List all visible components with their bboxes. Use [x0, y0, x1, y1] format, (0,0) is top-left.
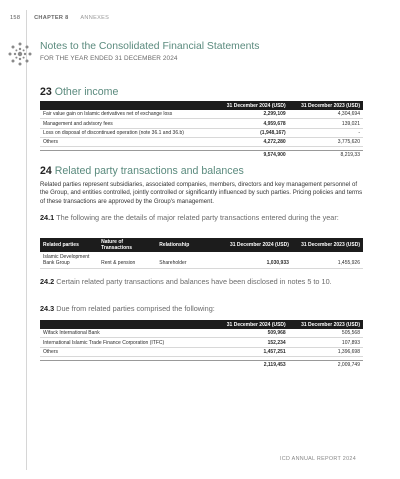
value-2023: - [289, 128, 363, 137]
value-2024: 4,272,280 [214, 137, 288, 146]
value-2024: 1,457,251 [214, 347, 288, 356]
total-2024: 9,574,900 [214, 150, 288, 159]
value-2024: 152,234 [214, 338, 288, 347]
column-header: Related parties [40, 238, 98, 252]
column-header: 31 December 2023 (USD) [289, 101, 363, 110]
column-header: 31 December 2023 (USD) [292, 238, 363, 252]
column-header: 31 December 2024 (USD) [221, 238, 292, 252]
value-2023: 1,396,698 [289, 347, 363, 356]
column-header: Relationship [156, 238, 221, 252]
party-name: Islamic Development Bank Group [40, 252, 98, 269]
page-subtitle: FOR THE YEAR ENDED 31 DECEMBER 2024 [40, 55, 178, 62]
note-24-2-heading: 24.2 Certain related party transactions and balances have been disclosed in notes 5 to 10. [40, 277, 332, 286]
icd-logo-icon [7, 41, 33, 67]
related-party-transactions-table [40, 238, 363, 269]
row-label: Fair value gain on Islamic derivatives net of exchange loss [40, 110, 214, 119]
note-24-paragraph: Related parties represent subsidiaries, associated companies, members, directors and key management personnel of the Group, and entities controlled, jointly controlled or significantly influenced by such parties. Pricing policies and terms of these transactions are approved by the Group's management. [40, 181, 363, 205]
page-number: 158 [10, 15, 21, 21]
page-header [10, 15, 109, 21]
table-row [40, 128, 363, 137]
column-header: 31 December 2024 (USD) [214, 320, 288, 329]
relationship: Shareholder [156, 252, 221, 269]
table-header-row [40, 238, 363, 252]
transaction-nature: Rent & pension [98, 252, 156, 269]
due-from-related-parties-table [40, 320, 363, 369]
column-header: Nature of Transactions [98, 238, 156, 252]
note-24-3-heading: 24.3 Due from related parties comprised the following: [40, 304, 215, 313]
note-24-1-heading: 24.1 The following are the details of major related party transactions entered during the year: [40, 213, 339, 222]
table-row [40, 137, 363, 146]
total-row [40, 360, 363, 369]
section-label: ANNEXES [80, 15, 110, 21]
row-label: Others [40, 347, 214, 356]
total-row [40, 150, 363, 159]
value-2024: 4,959,678 [214, 119, 288, 128]
row-label: International Islamic Trade Finance Corporation (ITFC) [40, 338, 214, 347]
total-2023: 8,219,33 [289, 150, 363, 159]
value-2023: 3,775,620 [289, 137, 363, 146]
page-footer: ICD ANNUAL REPORT 2024 [279, 456, 356, 462]
note-23-title: Other income [54, 86, 119, 98]
value-2023: 1,455,926 [292, 252, 363, 269]
note-24-title: Related party transactions and balances [54, 165, 244, 177]
note-24-number: 24 [40, 165, 52, 177]
value-2023: 107,893 [289, 338, 363, 347]
column-header: 31 December 2023 (USD) [289, 320, 363, 329]
value-2023: 139,021 [289, 119, 363, 128]
chapter-label: CHAPTER 8 [34, 15, 69, 21]
table-row [40, 110, 363, 119]
note-23-heading [40, 86, 118, 98]
value-2024: (1,948,167) [214, 128, 288, 137]
other-income-table [40, 101, 363, 159]
row-label: Loss on disposal of discontinued operation (note 36.1 and 36.b) [40, 128, 214, 137]
note-23-number: 23 [40, 86, 52, 98]
total-2023: 2,009,749 [289, 360, 363, 369]
value-2024: 1,030,933 [221, 252, 292, 269]
table-row [40, 338, 363, 347]
row-label: Others [40, 137, 214, 146]
value-2023: 4,304,694 [289, 110, 363, 119]
column-header: 31 December 2024 (USD) [214, 101, 288, 110]
table-row [40, 119, 363, 128]
table-row [40, 329, 363, 338]
table-header-row [40, 320, 363, 329]
value-2024: 2,299,109 [214, 110, 288, 119]
table-row [40, 347, 363, 356]
note-24-heading [40, 165, 244, 177]
page-title: Notes to the Consolidated Financial Statements [40, 41, 260, 52]
margin-divider [26, 10, 27, 470]
table-header-row [40, 101, 363, 110]
row-label: Management and advisory fees [40, 119, 214, 128]
value-2024: 509,968 [214, 329, 288, 338]
value-2023: 505,568 [289, 329, 363, 338]
row-label: Wifack International Bank [40, 329, 214, 338]
total-2024: 2,119,453 [214, 360, 288, 369]
table-row [40, 252, 363, 269]
